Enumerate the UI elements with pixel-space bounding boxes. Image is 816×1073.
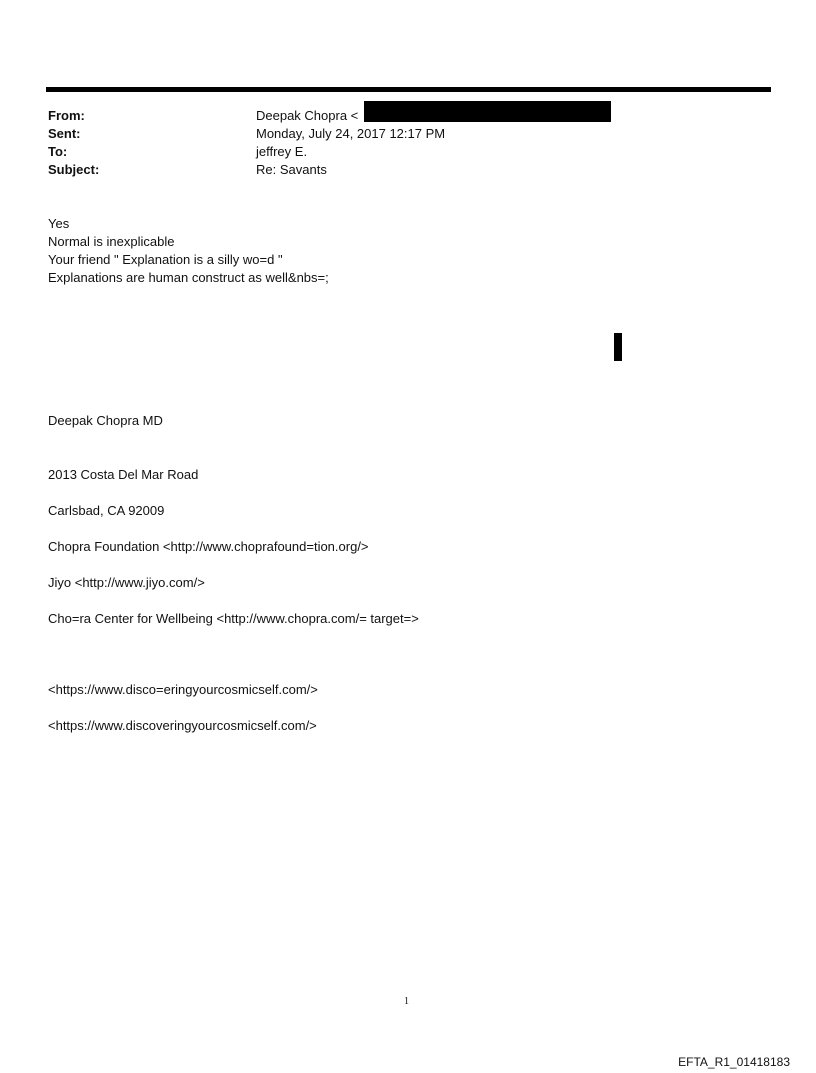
body-line: Normal is inexplicable <box>48 234 175 249</box>
signature-link-wellbeing: Cho=ra Center for Wellbeing <http://www.chopra.com/= target=> <box>48 611 419 626</box>
body-line: Yes <box>48 216 70 231</box>
to-label: To: <box>48 144 68 159</box>
redaction-bar <box>614 333 622 361</box>
page-number: 1 <box>404 996 409 1007</box>
signature-link-jiyo: Jiyo <http://www.jiyo.com/> <box>48 575 205 590</box>
signature-address-line2: Carlsbad, CA 92009 <box>48 503 165 518</box>
signature-link-foundation: Chopra Foundation <http://www.choprafound=tion.org/> <box>48 539 369 554</box>
redaction-box <box>364 101 611 122</box>
to-value: jeffrey E. <box>256 144 308 159</box>
subject-label: Subject: <box>48 162 100 177</box>
signature-link-cosmicself-1: <https://www.disco=eringyourcosmicself.com/> <box>48 682 318 697</box>
body-line: Explanations are human construct as well&nbs=; <box>48 270 329 285</box>
from-value: Deepak Chopra < <box>256 108 359 123</box>
signature-link-cosmicself-2: <https://www.discoveringyourcosmicself.com/> <box>48 718 317 733</box>
sent-value: Monday, July 24, 2017 12:17 PM <box>256 126 446 141</box>
signature-name: Deepak Chopra MD <box>48 413 163 428</box>
sent-label: Sent: <box>48 126 81 141</box>
body-line: Your friend " Explanation is a silly wo=d " <box>48 252 283 267</box>
document-id: EFTA_R1_01418183 <box>678 1055 790 1069</box>
header-divider <box>46 87 771 92</box>
signature-address-line1: 2013 Costa Del Mar Road <box>48 467 199 482</box>
from-label: From: <box>48 108 85 123</box>
subject-value: Re: Savants <box>256 162 327 177</box>
